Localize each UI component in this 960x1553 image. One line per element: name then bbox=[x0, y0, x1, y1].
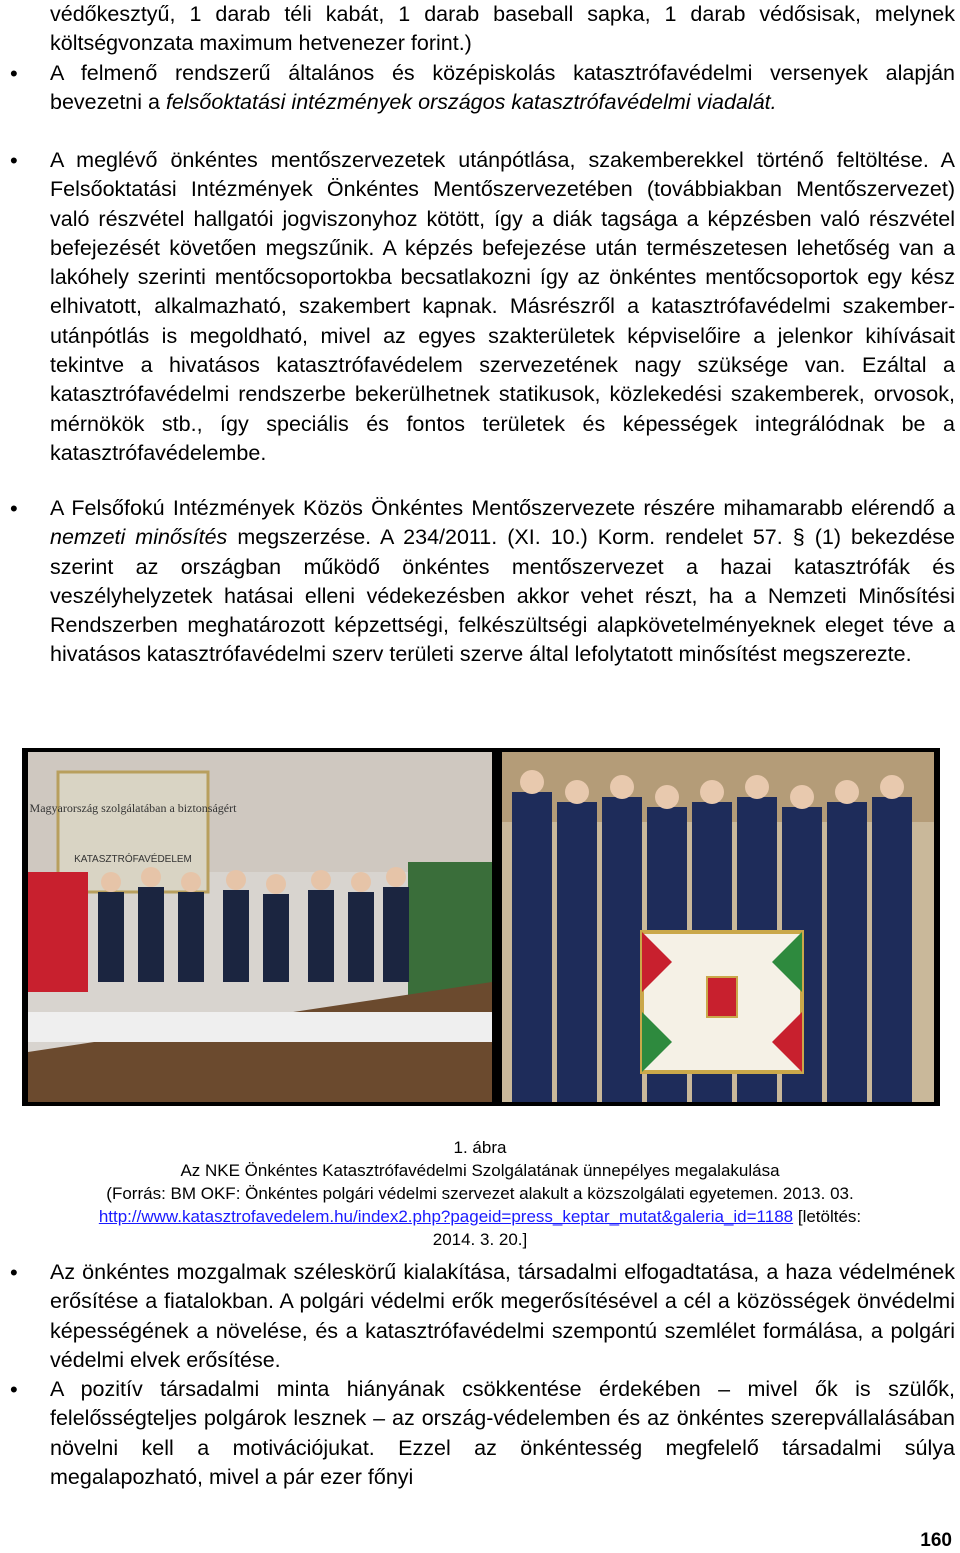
accessed-date-a: [letöltés: bbox=[793, 1207, 862, 1226]
bullet-icon: • bbox=[10, 1377, 18, 1402]
paragraph-continued: védőkesztyű, 1 darab téli kabát, 1 darab baseball sapka, 1 darab védősisak, melynek költségvonzata maximum hetvenezer forint.) bbox=[50, 2, 955, 56]
bullet-icon: • bbox=[10, 1260, 18, 1285]
bullet-1-text: A felmenő rendszerű általános és középiskolás katasztrófavédelmi versenyek alapján bevezetni a bbox=[50, 61, 955, 115]
figure-number: 1. ábra bbox=[453, 1138, 507, 1157]
bullet-paragraph-2: A meglévő önkéntes mentőszervezetek utánpótlása, szakemberekkel történő feltöltése. A Felsőoktatási Intézmények Önkéntes Mentőszervezetében (továbbiakban Mentőszervezet) való részvétel hallgatói jogviszonyhoz kötött, így a diák tagsága a képzésben való részvétel befejezését követően megszűnik. A képzés befejezése után természetesen lehetőség van a lakóhely szerinti mentőcsoportokba becsatlakozni így az önkéntes mentőcsoportok egy kész elhivatott, alkalmazható, szakembert kapnak. Másrészről a katasztrófavédelmi szakember-utánpótlás is megoldható, mivel az egyes szakterületek képviselőire a jelenkor kihívásait tekintve a hivatásos katasztrófavédelem szervezetének nagy szüksége van. Ezáltal a katasztrófavédelmi rendszerbe bekerülhetnek statikusok, közlekedési szakemberek, orvosok, mérnökök stb., így speciális és fontos területek és képességek integrálódnak be a katasztrófavédelembe. bbox=[50, 148, 955, 465]
banner-text: Magyarország szolgálatában a biztonságért bbox=[29, 801, 237, 815]
page-number: 160 bbox=[920, 1530, 952, 1551]
bullet-icon: • bbox=[10, 148, 18, 173]
bullet-1-emphasis: felsőoktatási intézmények országos katasztrófavédelmi viadalát. bbox=[165, 90, 777, 115]
figure-source-url-line bbox=[0, 1206, 960, 1228]
figure-accessed-date: 2014. 3. 20.] bbox=[432, 1230, 528, 1249]
bullet-icon: • bbox=[10, 61, 18, 86]
bullet-paragraph-4: Az önkéntes mozgalmak széleskörű kialakítása, társadalmi elfogadtatása, a haza védelmének erősítése a fiatalokban. A polgári védelmi erők megerősítésével a cél a közösségek önvédelmi képességének a növelése, és a katasztrófavédelmi szempontú szemlélet formálása, a polgári védelmi elvek erősítése. bbox=[50, 1260, 955, 1372]
bullet-paragraph-1 bbox=[50, 59, 955, 118]
bullet-3-emphasis: nemzeti minősítés bbox=[50, 525, 228, 550]
bullet-icon: • bbox=[10, 496, 18, 521]
figure-title: Az NKE Önkéntes Katasztrófavédelmi Szolgálatának ünnepélyes megalakulása bbox=[180, 1161, 780, 1180]
bullet-3-text-end: megszerzése. A 234/2011. (XI. 10.) Korm. rendelet 57. § (1) bekezdése szerint az országban működő önkéntes mentőszervezet a hazai katasztrófák és veszélyhelyzetek hatásai elleni védekezésben akkor vehet részt, ha a Nemzeti Minősítési Rendszerben meghatározott képzettségi, felkészültségi alapkövetelményeknek eleget téve a hivatásos katasztrófavédelmi szerv területi szerve által lefolytatott minősítést megszerezte. bbox=[50, 525, 956, 667]
figure-photographs bbox=[22, 748, 940, 1106]
bullet-paragraph-5: A pozitív társadalmi minta hiányának csökkentése érdekében – mivel ők is szülők, felelősségteljes polgárok lesznek – az ország-védelemben és az önkéntes szerepvállalásában növelni kell a motivációjukat. Ezzel az önkéntesség megfelelő társadalmi súlya megalapozható, mivel a pár ezer főnyi bbox=[50, 1377, 955, 1489]
ceremonial-flag bbox=[642, 932, 802, 1072]
ceremony-photo bbox=[28, 752, 492, 1102]
figure-source: (Forrás: BM OKF: Önkéntes polgári védelmi szervezet alakult a közszolgálati egyetemen. 2013. 03. bbox=[106, 1184, 854, 1203]
volunteers-photo bbox=[502, 752, 934, 1102]
bullet-3-text-start: A Felsőfokú Intézmények Közös Önkéntes Mentőszervezete részére mihamarabb elérendő a bbox=[50, 496, 955, 520]
bullet-paragraph-3 bbox=[50, 494, 955, 670]
source-link[interactable]: http://www.katasztrofavedelem.hu/index2.php?pageid=press_keptar_mutat&galeria_id=1188 bbox=[98, 1207, 794, 1226]
banner-subtext: KATASZTRÓFAVÉDELEM bbox=[74, 854, 192, 865]
